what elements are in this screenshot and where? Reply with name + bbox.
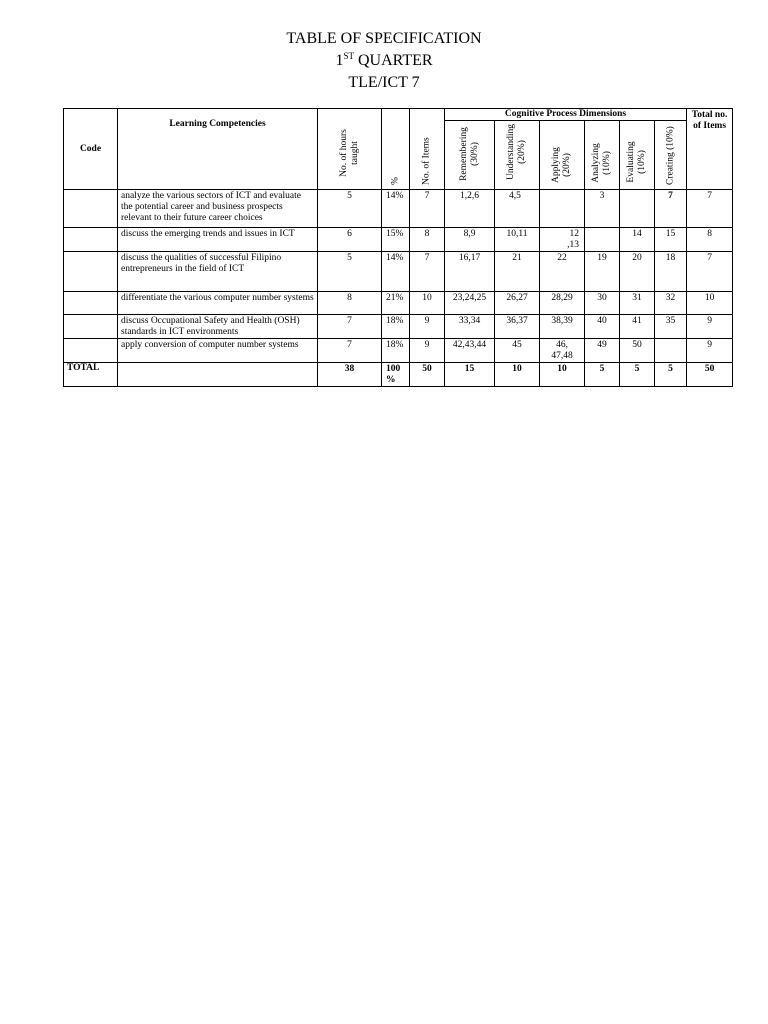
- competency-cell: discuss the emerging trends and issues in ICT: [118, 228, 318, 252]
- hours-cell: 5: [318, 252, 382, 292]
- items-cell: 10: [410, 292, 445, 315]
- header-percent: [382, 109, 410, 190]
- percent-cell: 14%: [382, 252, 410, 292]
- applying-cell: [540, 190, 585, 228]
- header-total-items: Total no. of Items: [687, 109, 733, 190]
- items-cell: 9: [410, 339, 445, 363]
- header-applying: [540, 121, 585, 190]
- total-row: [64, 363, 733, 387]
- competency-cell: discuss Occupational Safety and Health (OSH) standards in ICT environments: [118, 315, 318, 339]
- creating-cell: [655, 339, 687, 363]
- creating-cell: 32: [655, 292, 687, 315]
- evaluating-cell: 41: [620, 315, 655, 339]
- percent-cell: 14%: [382, 190, 410, 228]
- remembering-cell: 23,24,25: [445, 292, 495, 315]
- total-creating: 5: [655, 363, 687, 387]
- table-row: [64, 339, 733, 363]
- understanding-cell: 36,37: [495, 315, 540, 339]
- percent-cell: 15%: [382, 228, 410, 252]
- creating-cell: 18: [655, 252, 687, 292]
- remembering-cell: 16,17: [445, 252, 495, 292]
- header-evaluating-text: Evaluating (10%): [626, 141, 647, 183]
- evaluating-cell: 14: [620, 228, 655, 252]
- header-competencies: Learning Competencies: [118, 109, 318, 190]
- remembering-cell: 8,9: [445, 228, 495, 252]
- code-cell: [64, 292, 118, 315]
- applying-cell: 38,39: [540, 315, 585, 339]
- hours-cell: 8: [318, 292, 382, 315]
- total-all-items: 50: [687, 363, 733, 387]
- quarter-word: QUARTER: [353, 52, 433, 69]
- understanding-cell: 10,11: [495, 228, 540, 252]
- percent-cell: 21%: [382, 292, 410, 315]
- understanding-cell: 45: [495, 339, 540, 363]
- applying-cell: 46, 47,48: [540, 339, 585, 363]
- header-applying-text: Applying (20%): [551, 147, 572, 183]
- total-cell: 7: [687, 252, 733, 292]
- specification-table: [63, 108, 733, 387]
- analyzing-cell: [585, 228, 620, 252]
- competency-cell: differentiate the various computer number systems: [118, 292, 318, 315]
- table-row: [64, 228, 733, 252]
- quarter-ordinal: ST: [343, 51, 354, 61]
- understanding-cell: 21: [495, 252, 540, 292]
- percent-cell: 18%: [382, 315, 410, 339]
- total-items: 50: [410, 363, 445, 387]
- percent-cell: 18%: [382, 339, 410, 363]
- header-percent-text: %: [390, 177, 400, 185]
- quarter-line: [0, 50, 768, 72]
- hours-cell: 7: [318, 315, 382, 339]
- hours-cell: 5: [318, 190, 382, 228]
- creating-cell: 35: [655, 315, 687, 339]
- competency-cell: analyze the various sectors of ICT and evaluate the potential career and business prospects relevant to their future career choices: [118, 190, 318, 228]
- evaluating-cell: 31: [620, 292, 655, 315]
- total-evaluating: 5: [620, 363, 655, 387]
- header-analyzing-text: Analyzing (10%): [591, 143, 612, 183]
- understanding-cell: 26,27: [495, 292, 540, 315]
- header-code: Code: [64, 109, 118, 190]
- evaluating-cell: 20: [620, 252, 655, 292]
- total-cell: 8: [687, 228, 733, 252]
- header-items-text: No. of Items: [421, 137, 432, 185]
- document-header: [0, 28, 768, 94]
- creating-cell: 15: [655, 228, 687, 252]
- hours-cell: 6: [318, 228, 382, 252]
- header-understanding-text: Understanding (20%): [506, 124, 527, 180]
- total-applying: 10: [540, 363, 585, 387]
- competency-cell: discuss the qualities of successful Filipino entrepreneurs in the field of ICT: [118, 252, 318, 292]
- total-label: TOTAL: [64, 363, 118, 387]
- total-analyzing: 5: [585, 363, 620, 387]
- applying-cell: 22: [540, 252, 585, 292]
- hours-cell: 7: [318, 339, 382, 363]
- subject-title: TLE/ICT 7: [348, 74, 420, 91]
- total-cell: 10: [687, 292, 733, 315]
- creating-cell: 7: [655, 190, 687, 228]
- header-hours-text: No. of hours taught: [338, 129, 360, 177]
- understanding-cell: 4,5: [495, 190, 540, 228]
- header-remembering: [445, 121, 495, 190]
- items-cell: 9: [410, 315, 445, 339]
- code-cell: [64, 315, 118, 339]
- table-row: [64, 315, 733, 339]
- analyzing-cell: 30: [585, 292, 620, 315]
- quarter-number: 1: [335, 52, 344, 69]
- analyzing-cell: 19: [585, 252, 620, 292]
- table-row: [64, 252, 733, 292]
- total-cell: 9: [687, 315, 733, 339]
- items-cell: 7: [410, 190, 445, 228]
- header-remembering-text: Remembering (30%): [458, 127, 480, 181]
- code-cell: [64, 252, 118, 292]
- total-understanding: 10: [495, 363, 540, 387]
- header-row-1: [64, 109, 733, 121]
- table-row: [64, 190, 733, 228]
- remembering-cell: 33,34: [445, 315, 495, 339]
- total-competency-cell: [118, 363, 318, 387]
- analyzing-cell: 40: [585, 315, 620, 339]
- remembering-cell: 1,2,6: [445, 190, 495, 228]
- header-understanding: [495, 121, 540, 190]
- applying-cell: 28,29: [540, 292, 585, 315]
- header-cognitive-dimensions: Cognitive Process Dimensions: [445, 109, 687, 121]
- table-row: [64, 292, 733, 315]
- items-cell: 7: [410, 252, 445, 292]
- remembering-cell: 42,43,44: [445, 339, 495, 363]
- code-cell: [64, 190, 118, 228]
- total-percent: 100 %: [382, 363, 410, 387]
- code-cell: [64, 228, 118, 252]
- evaluating-cell: [620, 190, 655, 228]
- total-hours: 38: [318, 363, 382, 387]
- total-cell: 7: [687, 190, 733, 228]
- items-cell: 8: [410, 228, 445, 252]
- analyzing-cell: 49: [585, 339, 620, 363]
- header-items: [410, 109, 445, 190]
- code-cell: [64, 339, 118, 363]
- header-evaluating: [620, 121, 655, 190]
- applying-cell: 12 ,13: [540, 228, 585, 252]
- total-remembering: 15: [445, 363, 495, 387]
- analyzing-cell: 3: [585, 190, 620, 228]
- document-title: TABLE OF SPECIFICATION: [286, 30, 482, 47]
- header-analyzing: [585, 121, 620, 190]
- header-creating: [655, 121, 687, 190]
- competency-cell: apply conversion of computer number systems: [118, 339, 318, 363]
- total-cell: 9: [687, 339, 733, 363]
- header-creating-text: Creating (10%): [665, 126, 676, 185]
- header-hours: [318, 109, 382, 190]
- evaluating-cell: 50: [620, 339, 655, 363]
